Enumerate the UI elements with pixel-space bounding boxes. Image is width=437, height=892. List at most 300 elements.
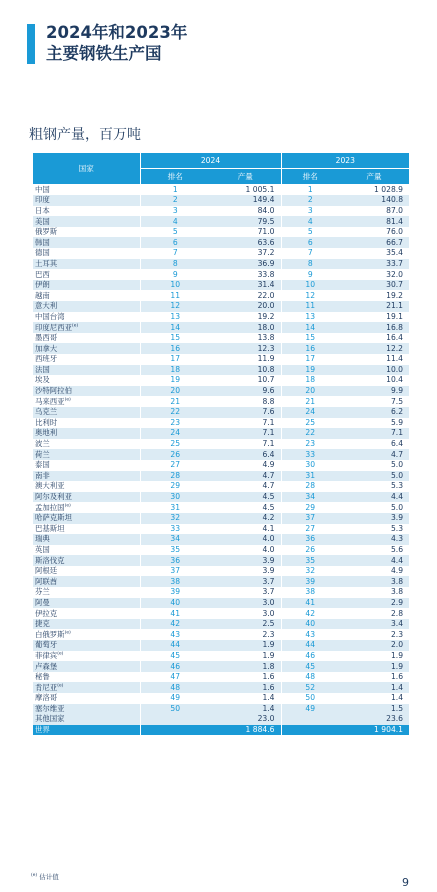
rank-2024: 29: [140, 481, 210, 492]
country-label: 波兰: [35, 439, 50, 449]
output-2024: 33.8: [210, 269, 281, 280]
header-output-2023: 产量: [339, 169, 409, 185]
country-name: [33, 439, 140, 450]
country-name: [33, 386, 140, 397]
table-row: [33, 396, 409, 407]
output-2023: 3.8: [339, 587, 409, 598]
estimate-mark: (e): [64, 503, 71, 509]
output-2024: 8.8: [210, 396, 281, 407]
rank-2024: 15: [140, 333, 210, 344]
rank-2023: 28: [281, 481, 339, 492]
output-2023: 1.9: [339, 661, 409, 672]
output-2023: 1.4: [339, 693, 409, 704]
rank-2023: 17: [281, 354, 339, 365]
country-name: [33, 343, 140, 354]
output-2023: 4.3: [339, 534, 409, 545]
header-year-2023: 2023: [281, 153, 409, 169]
country-name: [33, 608, 140, 619]
country-name: [33, 481, 140, 492]
other-row-output-2024: 23.0: [210, 714, 281, 725]
output-2024: 36.9: [210, 259, 281, 270]
table-row: [33, 619, 409, 630]
output-2023: 12.2: [339, 343, 409, 354]
country-label: 斯洛伐克: [35, 555, 65, 565]
table-row: [33, 216, 409, 227]
rank-2023: 42: [281, 608, 339, 619]
rank-2023: 5: [281, 227, 339, 238]
output-2023: 5.3: [339, 481, 409, 492]
table-row: [33, 587, 409, 598]
country-label: 肯尼亚: [35, 682, 58, 692]
country-name: [33, 555, 140, 566]
country-label: 法国: [35, 364, 50, 374]
rank-2023: 35: [281, 555, 339, 566]
rank-2024: 21: [140, 396, 210, 407]
rank-2024: 32: [140, 513, 210, 524]
rank-2024: 41: [140, 608, 210, 619]
rank-2024: 47: [140, 672, 210, 683]
rank-2024: 14: [140, 322, 210, 333]
rank-2024: 43: [140, 629, 210, 640]
country-label: 沙特阿拉伯: [35, 386, 72, 396]
table-row: [33, 449, 409, 460]
output-2024: 12.3: [210, 343, 281, 354]
country-name: [33, 333, 140, 344]
rank-2024: 1: [140, 184, 210, 195]
estimate-mark: (e): [57, 651, 64, 657]
output-2024: 2.3: [210, 629, 281, 640]
output-2023: 140.8: [339, 195, 409, 206]
country-label: 葡萄牙: [35, 640, 58, 650]
output-2023: 4.4: [339, 492, 409, 503]
table-row: [33, 555, 409, 566]
output-2023: 16.4: [339, 333, 409, 344]
output-2023: 5.0: [339, 471, 409, 482]
table-row: [33, 248, 409, 259]
rank-2023: 25: [281, 418, 339, 429]
output-2023: 33.7: [339, 259, 409, 270]
rank-2023: 52: [281, 682, 339, 693]
rank-2023: 14: [281, 322, 339, 333]
country-label: 俄罗斯: [35, 227, 58, 237]
rank-2023: 9: [281, 269, 339, 280]
table-row: [33, 322, 409, 333]
rank-2024: 49: [140, 693, 210, 704]
table-row: [33, 471, 409, 482]
output-2024: 63.6: [210, 237, 281, 248]
footnote-mark: (e): [31, 872, 38, 878]
rank-2023: 30: [281, 460, 339, 471]
table-row: [33, 661, 409, 672]
output-2023: 3.9: [339, 513, 409, 524]
output-2023: 3.4: [339, 619, 409, 630]
output-2024: 7.1: [210, 428, 281, 439]
rank-2024: 24: [140, 428, 210, 439]
table-row: [33, 280, 409, 291]
output-2023: 2.8: [339, 608, 409, 619]
table-row: [33, 428, 409, 439]
country-name: [33, 227, 140, 238]
rank-2024: 25: [140, 439, 210, 450]
country-name: [33, 290, 140, 301]
output-2024: 149.4: [210, 195, 281, 206]
total-row-rank-2023: [281, 725, 339, 736]
rank-2024: 50: [140, 704, 210, 715]
rank-2023: 45: [281, 661, 339, 672]
output-2024: 1.6: [210, 672, 281, 683]
output-2023: 4.4: [339, 555, 409, 566]
country-name: [33, 619, 140, 630]
output-2024: 84.0: [210, 206, 281, 217]
estimate-mark: (e): [57, 683, 64, 689]
output-2023: 7.5: [339, 396, 409, 407]
output-2023: 1 028.9: [339, 184, 409, 195]
country-label: 澳大利亚: [35, 481, 65, 491]
output-2023: 66.7: [339, 237, 409, 248]
country-name: [33, 524, 140, 535]
rank-2023: 19: [281, 365, 339, 376]
country-label: 伊拉克: [35, 608, 58, 618]
country-label: 西班牙: [35, 354, 58, 364]
country-name: [33, 704, 140, 715]
country-name: [33, 248, 140, 259]
output-2024: 1 005.1: [210, 184, 281, 195]
output-2024: 37.2: [210, 248, 281, 259]
rank-2024: 46: [140, 661, 210, 672]
output-2023: 5.3: [339, 524, 409, 535]
other-row-rank-2023: [281, 714, 339, 725]
header-year-2024: 2024: [140, 153, 281, 169]
output-2024: 1.9: [210, 640, 281, 651]
rank-2023: 48: [281, 672, 339, 683]
output-2023: 16.8: [339, 322, 409, 333]
table-row: [33, 682, 409, 693]
rank-2023: 10: [281, 280, 339, 291]
output-2024: 79.5: [210, 216, 281, 227]
rank-2023: 29: [281, 502, 339, 513]
output-2023: 5.9: [339, 418, 409, 429]
country-name: [33, 206, 140, 217]
output-2023: 6.4: [339, 439, 409, 450]
table-row: [33, 492, 409, 503]
country-name: [33, 640, 140, 651]
country-name: [33, 322, 140, 333]
rank-2024: 16: [140, 343, 210, 354]
country-label: 白俄罗斯: [35, 629, 65, 639]
table-row: [33, 693, 409, 704]
rank-2024: 31: [140, 502, 210, 513]
rank-2024: 17: [140, 354, 210, 365]
country-label: 韩国: [35, 237, 50, 247]
rank-2024: 28: [140, 471, 210, 482]
country-label: 孟加拉国: [35, 502, 65, 512]
rank-2023: 43: [281, 629, 339, 640]
rank-2023: 23: [281, 439, 339, 450]
other-row-output-2023: 23.6: [339, 714, 409, 725]
country-name: [33, 365, 140, 376]
country-name: [33, 502, 140, 513]
table-row: [33, 237, 409, 248]
output-2024: 3.7: [210, 576, 281, 587]
rank-2024: 3: [140, 206, 210, 217]
country-label: 加拿大: [35, 343, 58, 353]
country-name: [33, 195, 140, 206]
country-label: 日本: [35, 205, 50, 215]
country-label: 阿根廷: [35, 566, 58, 576]
country-name: [33, 460, 140, 471]
country-name: [33, 259, 140, 270]
country-name: [33, 301, 140, 312]
country-label: 埃及: [35, 375, 50, 385]
rank-2024: 2: [140, 195, 210, 206]
table-row: [33, 524, 409, 535]
table-row: [33, 598, 409, 609]
output-2023: 10.0: [339, 365, 409, 376]
table-row: [33, 184, 409, 195]
rank-2023: 18: [281, 375, 339, 386]
country-label: 印度: [35, 195, 50, 205]
output-2024: 13.8: [210, 333, 281, 344]
country-label: 南非: [35, 470, 50, 480]
output-2023: 2.3: [339, 629, 409, 640]
rank-2024: 20: [140, 386, 210, 397]
output-2024: 1.4: [210, 693, 281, 704]
country-name: [33, 216, 140, 227]
output-2023: 9.9: [339, 386, 409, 397]
table-row: [33, 513, 409, 524]
rank-2024: 10: [140, 280, 210, 291]
table-subtitle: 粗钢产量，百万吨: [29, 127, 141, 143]
output-2023: 21.1: [339, 301, 409, 312]
rank-2023: 33: [281, 449, 339, 460]
table-row: [33, 375, 409, 386]
rank-2024: 7: [140, 248, 210, 259]
title-accent-bar: [27, 24, 35, 64]
table-row: [33, 333, 409, 344]
estimate-mark: (e): [64, 397, 71, 403]
output-2024: 4.5: [210, 492, 281, 503]
header-output-2024: 产量: [210, 169, 281, 185]
output-2024: 1.4: [210, 704, 281, 715]
rank-2023: 22: [281, 428, 339, 439]
output-2024: 7.6: [210, 407, 281, 418]
table-row: [33, 386, 409, 397]
country-name: [33, 661, 140, 672]
rank-2024: 6: [140, 237, 210, 248]
output-2023: 2.9: [339, 598, 409, 609]
table-row: [33, 566, 409, 577]
rank-2024: 5: [140, 227, 210, 238]
rank-2023: 8: [281, 259, 339, 270]
rank-2023: 15: [281, 333, 339, 344]
rank-2023: 26: [281, 545, 339, 556]
rank-2024: 36: [140, 555, 210, 566]
output-2024: 4.5: [210, 502, 281, 513]
country-label: 土耳其: [35, 258, 58, 268]
rank-2024: 27: [140, 460, 210, 471]
output-2024: 1.8: [210, 661, 281, 672]
output-2024: 4.1: [210, 524, 281, 535]
rank-2024: 11: [140, 290, 210, 301]
total-row: [33, 725, 409, 736]
country-label: 马来西亚: [35, 396, 65, 406]
rank-2023: 37: [281, 513, 339, 524]
footnote-text: 估计值: [39, 873, 59, 881]
country-label: 秘鲁: [35, 672, 50, 682]
output-2024: 3.7: [210, 587, 281, 598]
output-2024: 20.0: [210, 301, 281, 312]
country-label: 中国台湾: [35, 311, 65, 321]
table-body: [33, 184, 409, 735]
rank-2023: 7: [281, 248, 339, 259]
rank-2023: 38: [281, 587, 339, 598]
country-label: 哈萨克斯坦: [35, 513, 72, 523]
output-2024: 9.6: [210, 386, 281, 397]
table-row: [33, 354, 409, 365]
country-name: [33, 184, 140, 195]
country-name: [33, 280, 140, 291]
rank-2024: 44: [140, 640, 210, 651]
rank-2024: 39: [140, 587, 210, 598]
table-row: [33, 227, 409, 238]
country-name: [33, 534, 140, 545]
table-row: [33, 206, 409, 217]
table-row: [33, 195, 409, 206]
country-name: [33, 354, 140, 365]
total-row-label: 世界: [33, 725, 140, 736]
rank-2023: 3: [281, 206, 339, 217]
rank-2023: 44: [281, 640, 339, 651]
output-2024: 1.6: [210, 682, 281, 693]
rank-2024: 9: [140, 269, 210, 280]
output-2023: 3.8: [339, 576, 409, 587]
rank-2024: 26: [140, 449, 210, 460]
rank-2024: 45: [140, 651, 210, 662]
table-row: [33, 365, 409, 376]
output-2023: 35.4: [339, 248, 409, 259]
output-2023: 2.0: [339, 640, 409, 651]
rank-2023: 13: [281, 312, 339, 323]
country-name: [33, 449, 140, 460]
output-2023: 4.9: [339, 566, 409, 577]
table-row: [33, 439, 409, 450]
footnote: [31, 872, 59, 881]
country-label: 捷克: [35, 619, 50, 629]
table-row: [33, 608, 409, 619]
country-label: 菲律宾: [35, 650, 58, 660]
output-2023: 1.4: [339, 682, 409, 693]
rank-2024: 34: [140, 534, 210, 545]
header-country: 国家: [33, 153, 140, 184]
rank-2023: 31: [281, 471, 339, 482]
table-row: [33, 629, 409, 640]
country-name: [33, 375, 140, 386]
header-rank-2023: 排名: [281, 169, 339, 185]
rank-2024: 38: [140, 576, 210, 587]
country-label: 墨西哥: [35, 333, 58, 343]
steel-production-table: [33, 153, 409, 735]
rank-2023: 32: [281, 566, 339, 577]
table-row: [33, 651, 409, 662]
output-2024: 71.0: [210, 227, 281, 238]
rank-2024: 12: [140, 301, 210, 312]
rank-2024: 48: [140, 682, 210, 693]
rank-2024: 30: [140, 492, 210, 503]
output-2023: 1.9: [339, 651, 409, 662]
rank-2024: 35: [140, 545, 210, 556]
country-name: [33, 693, 140, 704]
rank-2023: 1: [281, 184, 339, 195]
country-label: 泰国: [35, 460, 50, 470]
rank-2024: 33: [140, 524, 210, 535]
country-name: [33, 545, 140, 556]
country-name: [33, 407, 140, 418]
output-2023: 30.7: [339, 280, 409, 291]
page-title: [46, 22, 187, 64]
country-name: [33, 312, 140, 323]
table-row: [33, 576, 409, 587]
output-2023: 11.4: [339, 354, 409, 365]
total-row-rank-2024: [140, 725, 210, 736]
rank-2024: 4: [140, 216, 210, 227]
country-label: 德国: [35, 248, 50, 258]
rank-2023: 39: [281, 576, 339, 587]
output-2023: 5.6: [339, 545, 409, 556]
output-2023: 5.0: [339, 502, 409, 513]
output-2024: 1.9: [210, 651, 281, 662]
rank-2023: 4: [281, 216, 339, 227]
rank-2023: 24: [281, 407, 339, 418]
output-2024: 11.9: [210, 354, 281, 365]
output-2024: 7.1: [210, 439, 281, 450]
table-row: [33, 269, 409, 280]
country-label: 印度尼西亚: [35, 322, 72, 332]
table-row: [33, 343, 409, 354]
table-row: [33, 407, 409, 418]
country-label: 芬兰: [35, 587, 50, 597]
output-2023: 5.0: [339, 460, 409, 471]
output-2023: 1.6: [339, 672, 409, 683]
output-2024: 2.5: [210, 619, 281, 630]
country-label: 卢森堡: [35, 661, 58, 671]
rank-2024: 19: [140, 375, 210, 386]
total-row-output-2023: 1 904.1: [339, 725, 409, 736]
country-label: 塞尔维亚: [35, 703, 65, 713]
country-name: [33, 629, 140, 640]
rank-2023: 40: [281, 619, 339, 630]
rank-2023: 11: [281, 301, 339, 312]
country-label: 巴基斯坦: [35, 523, 65, 533]
output-2023: 76.0: [339, 227, 409, 238]
rank-2023: 16: [281, 343, 339, 354]
country-name: [33, 428, 140, 439]
country-name: [33, 576, 140, 587]
rank-2023: 21: [281, 396, 339, 407]
table-row: [33, 704, 409, 715]
country-label: 英国: [35, 544, 50, 554]
rank-2023: 41: [281, 598, 339, 609]
output-2024: 6.4: [210, 449, 281, 460]
country-label: 美国: [35, 216, 50, 226]
rank-2023: 2: [281, 195, 339, 206]
output-2024: 4.2: [210, 513, 281, 524]
country-label: 比利时: [35, 417, 58, 427]
table-row: [33, 418, 409, 429]
output-2023: 7.1: [339, 428, 409, 439]
output-2024: 31.4: [210, 280, 281, 291]
rank-2023: 12: [281, 290, 339, 301]
country-label: 乌克兰: [35, 407, 58, 417]
